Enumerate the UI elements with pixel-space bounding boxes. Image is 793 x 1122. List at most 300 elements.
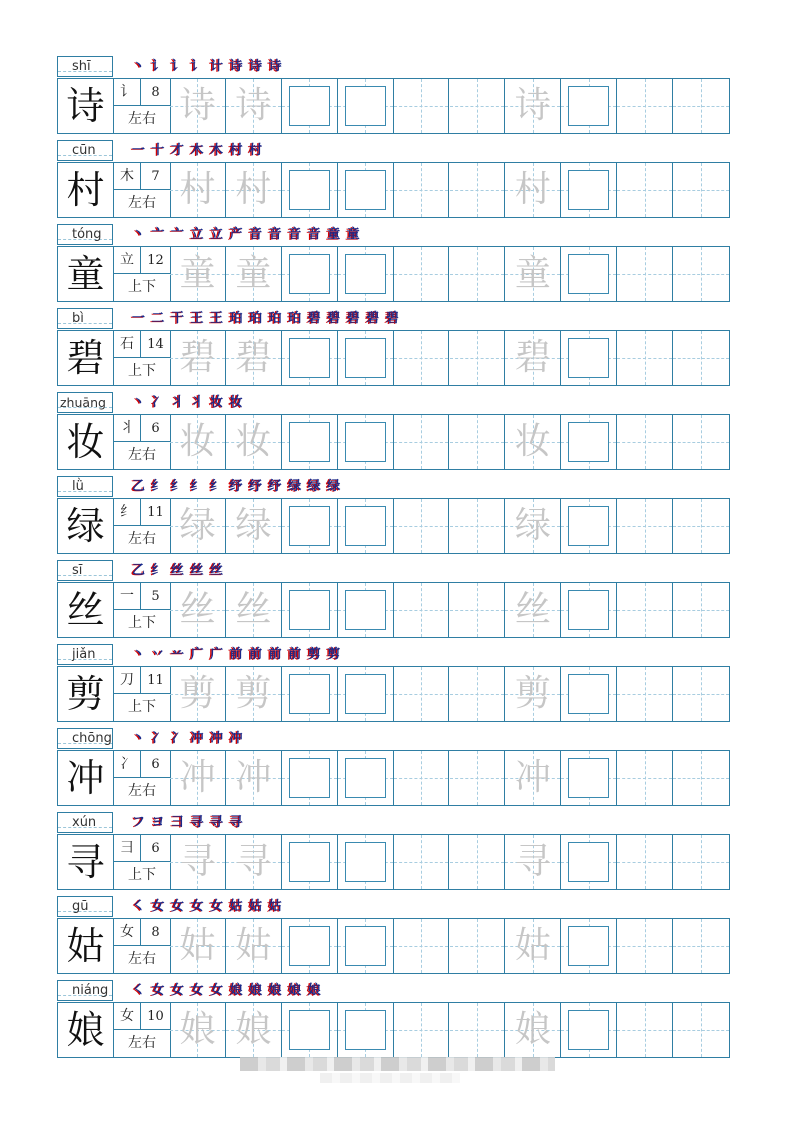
empty-cell[interactable] <box>617 415 673 469</box>
boxed-cell[interactable] <box>282 667 338 721</box>
trace-cell[interactable] <box>505 1003 561 1057</box>
empty-cell[interactable] <box>673 919 729 973</box>
character-entry <box>0 644 793 728</box>
inner-box <box>289 506 330 546</box>
empty-cell[interactable] <box>617 919 673 973</box>
guide-line-horizontal <box>450 1030 505 1031</box>
inner-box <box>345 590 386 630</box>
inner-box <box>345 86 386 126</box>
character-info <box>114 415 171 469</box>
empty-cell[interactable] <box>617 835 673 889</box>
boxed-cell[interactable] <box>338 919 394 973</box>
empty-cell[interactable] <box>394 79 450 133</box>
guide-line-horizontal <box>450 862 505 863</box>
stroke-count: 8 <box>141 79 170 106</box>
trace-cell[interactable] <box>226 667 282 721</box>
character-info <box>114 751 171 805</box>
guide-line-horizontal <box>673 694 729 695</box>
guide-line-horizontal <box>450 778 505 779</box>
trace-cell[interactable] <box>505 163 561 217</box>
boxed-cell[interactable] <box>282 247 338 301</box>
boxed-cell[interactable] <box>338 499 394 553</box>
empty-cell[interactable] <box>673 835 729 889</box>
structure-label: 左右 <box>128 195 156 211</box>
trace-character: 娘 <box>235 1009 272 1050</box>
trace-character: 妆 <box>235 421 272 462</box>
pinyin-text: sī <box>72 563 83 578</box>
character-info <box>114 583 171 637</box>
stroke-order: 丶 丷 䒑 广 广 前 前 前 前 剪 剪 <box>132 647 342 662</box>
character-entry <box>0 56 793 140</box>
empty-cell[interactable] <box>450 667 506 721</box>
stroke-count: 14 <box>141 331 170 358</box>
trace-cell[interactable] <box>226 415 282 469</box>
empty-cell[interactable] <box>673 79 729 133</box>
boxed-cell[interactable] <box>282 163 338 217</box>
empty-cell[interactable] <box>394 331 450 385</box>
character-info <box>114 331 171 385</box>
pinyin-box <box>57 392 113 413</box>
trace-cell[interactable] <box>170 835 226 889</box>
guide-line-horizontal <box>617 190 672 191</box>
trace-cell[interactable] <box>226 835 282 889</box>
stroke-order: 乙 纟 纟 纟 纟 纾 纾 纾 绿 绿 绿 <box>132 479 342 494</box>
model-character: 冲 <box>58 751 114 805</box>
structure-label: 上下 <box>128 279 156 295</box>
stroke-count: 6 <box>141 835 170 862</box>
pinyin-text: gū <box>72 899 89 914</box>
boxed-cell[interactable] <box>338 583 394 637</box>
inner-box <box>289 86 330 126</box>
empty-cell[interactable] <box>617 583 673 637</box>
stroke-count: 12 <box>141 247 170 274</box>
inner-box <box>289 590 330 630</box>
guide-line-horizontal <box>394 526 449 527</box>
boxed-cell[interactable] <box>338 415 394 469</box>
character-entry <box>0 392 793 476</box>
boxed-cell[interactable] <box>282 331 338 385</box>
pinyin-text: shī <box>72 59 91 74</box>
trace-cell[interactable] <box>226 331 282 385</box>
boxed-cell[interactable] <box>282 583 338 637</box>
guide-line-horizontal <box>394 106 449 107</box>
trace-cell[interactable] <box>505 835 561 889</box>
trace-character: 剪 <box>235 673 272 714</box>
empty-cell[interactable] <box>617 331 673 385</box>
structure-label: 上下 <box>128 867 156 883</box>
empty-cell[interactable] <box>394 163 450 217</box>
inner-box <box>568 590 609 630</box>
model-character: 诗 <box>58 79 114 133</box>
structure-label: 左右 <box>128 111 156 127</box>
empty-cell[interactable] <box>673 751 729 805</box>
guide-line-horizontal <box>617 610 672 611</box>
stroke-order: 一 十 才 木 木 村 村 <box>132 143 264 158</box>
trace-cell[interactable] <box>226 247 282 301</box>
model-character: 绿 <box>58 499 114 553</box>
character-entry <box>0 728 793 812</box>
boxed-cell[interactable] <box>282 499 338 553</box>
trace-cell[interactable] <box>505 331 561 385</box>
trace-cell[interactable] <box>170 163 226 217</box>
boxed-cell[interactable] <box>561 499 617 553</box>
guide-line-horizontal <box>450 190 505 191</box>
stroke-order: 丶 冫 丬 丬 妆 妆 <box>132 395 244 410</box>
model-character: 寻 <box>58 835 114 889</box>
trace-character: 碧 <box>235 337 272 378</box>
inner-box <box>568 842 609 882</box>
guide-line-horizontal <box>394 190 449 191</box>
trace-cell[interactable] <box>226 919 282 973</box>
empty-cell[interactable] <box>673 331 729 385</box>
trace-character: 剪 <box>179 673 216 714</box>
boxed-cell[interactable] <box>338 163 394 217</box>
empty-cell[interactable] <box>450 163 506 217</box>
practice-row <box>57 750 730 806</box>
empty-cell[interactable] <box>617 667 673 721</box>
pinyin-box <box>57 560 113 581</box>
trace-cell[interactable] <box>170 1003 226 1057</box>
guide-line-horizontal <box>673 442 729 443</box>
inner-box <box>568 86 609 126</box>
inner-box <box>568 758 609 798</box>
writing-grid <box>170 835 729 889</box>
empty-cell[interactable] <box>394 1003 450 1057</box>
writing-grid <box>170 163 729 217</box>
guide-line-horizontal <box>450 274 505 275</box>
guide-line-horizontal <box>450 526 505 527</box>
model-character: 剪 <box>58 667 114 721</box>
guide-line-horizontal <box>450 694 505 695</box>
boxed-cell[interactable] <box>338 247 394 301</box>
radical: 纟 <box>114 499 141 526</box>
structure-label: 上下 <box>128 699 156 715</box>
model-character: 丝 <box>58 583 114 637</box>
character-info <box>114 499 171 553</box>
guide-line-horizontal <box>394 442 449 443</box>
writing-grid <box>170 247 729 301</box>
trace-cell[interactable] <box>226 751 282 805</box>
stroke-order: 乙 纟 丝 丝 丝 <box>132 563 225 578</box>
empty-cell[interactable] <box>617 499 673 553</box>
empty-cell[interactable] <box>450 751 506 805</box>
boxed-cell[interactable] <box>561 751 617 805</box>
empty-cell[interactable] <box>394 415 450 469</box>
trace-cell[interactable] <box>170 919 226 973</box>
trace-cell[interactable] <box>226 499 282 553</box>
empty-cell[interactable] <box>617 163 673 217</box>
trace-character: 村 <box>179 169 216 210</box>
empty-cell[interactable] <box>450 331 506 385</box>
empty-cell[interactable] <box>394 583 450 637</box>
trace-character: 冲 <box>179 757 216 798</box>
radical: 刀 <box>114 667 141 694</box>
radical: 冫 <box>114 751 141 778</box>
model-character: 妆 <box>58 415 114 469</box>
pinyin-text: cūn <box>72 143 96 158</box>
boxed-cell[interactable] <box>282 415 338 469</box>
empty-cell[interactable] <box>617 247 673 301</box>
inner-box <box>345 674 386 714</box>
guide-line-horizontal <box>394 358 449 359</box>
practice-row <box>57 1002 730 1058</box>
trace-cell[interactable] <box>505 667 561 721</box>
character-entry <box>0 812 793 896</box>
empty-cell[interactable] <box>617 751 673 805</box>
empty-cell[interactable] <box>450 583 506 637</box>
pinyin-text: tóng <box>72 227 102 242</box>
empty-cell[interactable] <box>394 247 450 301</box>
guide-line-horizontal <box>673 274 729 275</box>
radical: 彐 <box>114 835 141 862</box>
empty-cell[interactable] <box>394 835 450 889</box>
inner-box <box>345 338 386 378</box>
trace-character: 丝 <box>179 589 216 630</box>
guide-line-horizontal <box>394 778 449 779</box>
inner-box <box>289 842 330 882</box>
watermark-bar <box>240 1057 555 1071</box>
trace-cell[interactable] <box>170 415 226 469</box>
boxed-cell[interactable] <box>561 583 617 637</box>
stroke-order: ㇛ 女 女 女 女 娘 娘 娘 娘 娘 <box>132 983 322 998</box>
boxed-cell[interactable] <box>561 163 617 217</box>
inner-box <box>345 926 386 966</box>
guide-line-horizontal <box>394 862 449 863</box>
guide-line-horizontal <box>617 778 672 779</box>
trace-cell[interactable] <box>170 667 226 721</box>
model-character: 姑 <box>58 919 114 973</box>
trace-character: 丝 <box>514 589 551 630</box>
pinyin-box <box>57 56 113 77</box>
practice-row <box>57 918 730 974</box>
inner-box <box>568 926 609 966</box>
trace-character: 丝 <box>235 589 272 630</box>
stroke-order: 丶 讠 讠 讠 计 诗 诗 诗 <box>132 59 283 74</box>
guide-line-horizontal <box>617 358 672 359</box>
guide-line-horizontal <box>394 694 449 695</box>
writing-grid <box>170 79 729 133</box>
trace-character: 童 <box>235 253 272 294</box>
stroke-order: 一 二 干 王 王 珀 珀 珀 珀 碧 碧 碧 碧 碧 <box>132 311 400 326</box>
guide-line-horizontal <box>617 106 672 107</box>
trace-cell[interactable] <box>226 163 282 217</box>
boxed-cell[interactable] <box>561 331 617 385</box>
empty-cell[interactable] <box>450 499 506 553</box>
boxed-cell[interactable] <box>561 415 617 469</box>
pinyin-text: zhuāng <box>60 395 106 410</box>
guide-line-horizontal <box>673 190 729 191</box>
empty-cell[interactable] <box>673 415 729 469</box>
writing-grid <box>170 415 729 469</box>
character-info <box>114 667 171 721</box>
character-info <box>114 79 171 133</box>
pinyin-box <box>57 980 113 1001</box>
empty-cell[interactable] <box>450 1003 506 1057</box>
empty-cell[interactable] <box>673 1003 729 1057</box>
trace-cell[interactable] <box>170 79 226 133</box>
trace-cell[interactable] <box>505 79 561 133</box>
practice-row <box>57 666 730 722</box>
trace-character: 剪 <box>514 673 551 714</box>
empty-cell[interactable] <box>394 499 450 553</box>
empty-cell[interactable] <box>673 583 729 637</box>
boxed-cell[interactable] <box>561 79 617 133</box>
character-info <box>114 919 171 973</box>
pinyin-box <box>57 644 113 665</box>
stroke-count: 8 <box>141 919 170 946</box>
boxed-cell[interactable] <box>561 667 617 721</box>
guide-line-horizontal <box>673 946 729 947</box>
trace-character: 姑 <box>235 925 272 966</box>
guide-line-horizontal <box>617 442 672 443</box>
trace-cell[interactable] <box>505 751 561 805</box>
trace-character: 诗 <box>179 85 216 126</box>
guide-line-horizontal <box>450 946 505 947</box>
trace-cell[interactable] <box>170 331 226 385</box>
pinyin-box <box>57 140 113 161</box>
trace-cell[interactable] <box>170 247 226 301</box>
guide-line-horizontal <box>617 274 672 275</box>
boxed-cell[interactable] <box>338 667 394 721</box>
boxed-cell[interactable] <box>561 919 617 973</box>
empty-cell[interactable] <box>450 835 506 889</box>
empty-cell[interactable] <box>394 919 450 973</box>
empty-cell[interactable] <box>394 667 450 721</box>
trace-character: 童 <box>179 253 216 294</box>
boxed-cell[interactable] <box>338 331 394 385</box>
structure-label: 左右 <box>128 951 156 967</box>
inner-box <box>289 422 330 462</box>
writing-grid <box>170 331 729 385</box>
writing-grid <box>170 751 729 805</box>
stroke-order: 丶 亠 亠 立 立 产 音 音 音 音 童 童 <box>132 227 361 242</box>
trace-character: 寻 <box>179 841 216 882</box>
boxed-cell[interactable] <box>561 1003 617 1057</box>
empty-cell[interactable] <box>450 79 506 133</box>
character-info <box>114 163 171 217</box>
pinyin-text: jiǎn <box>72 647 96 662</box>
practice-row <box>57 330 730 386</box>
trace-cell[interactable] <box>505 919 561 973</box>
trace-cell[interactable] <box>505 499 561 553</box>
trace-character: 碧 <box>179 337 216 378</box>
trace-cell[interactable] <box>170 499 226 553</box>
model-character: 碧 <box>58 331 114 385</box>
empty-cell[interactable] <box>450 415 506 469</box>
empty-cell[interactable] <box>450 247 506 301</box>
boxed-cell[interactable] <box>338 835 394 889</box>
radical: 一 <box>114 583 141 610</box>
boxed-cell[interactable] <box>282 1003 338 1057</box>
trace-character: 村 <box>514 169 551 210</box>
empty-cell[interactable] <box>617 1003 673 1057</box>
inner-box <box>568 1010 609 1050</box>
pinyin-box <box>57 476 113 497</box>
structure-label: 左右 <box>128 783 156 799</box>
stroke-count: 6 <box>141 751 170 778</box>
guide-line-horizontal <box>394 946 449 947</box>
trace-character: 寻 <box>235 841 272 882</box>
guide-line-horizontal <box>394 610 449 611</box>
practice-row <box>57 834 730 890</box>
trace-cell[interactable] <box>226 79 282 133</box>
pinyin-box <box>57 224 113 245</box>
guide-line-horizontal <box>673 1030 729 1031</box>
empty-cell[interactable] <box>450 919 506 973</box>
guide-line-horizontal <box>673 610 729 611</box>
boxed-cell[interactable] <box>338 751 394 805</box>
empty-cell[interactable] <box>673 499 729 553</box>
boxed-cell[interactable] <box>282 79 338 133</box>
inner-box <box>568 254 609 294</box>
boxed-cell[interactable] <box>282 919 338 973</box>
inner-box <box>345 506 386 546</box>
structure-label: 上下 <box>128 615 156 631</box>
trace-cell[interactable] <box>226 1003 282 1057</box>
trace-cell[interactable] <box>226 583 282 637</box>
guide-line-horizontal <box>673 358 729 359</box>
inner-box <box>345 842 386 882</box>
writing-grid <box>170 499 729 553</box>
practice-row <box>57 78 730 134</box>
inner-box <box>345 254 386 294</box>
character-entry <box>0 308 793 392</box>
trace-character: 姑 <box>179 925 216 966</box>
inner-box <box>289 758 330 798</box>
empty-cell[interactable] <box>673 667 729 721</box>
boxed-cell[interactable] <box>338 1003 394 1057</box>
boxed-cell[interactable] <box>282 835 338 889</box>
inner-box <box>345 1010 386 1050</box>
empty-cell[interactable] <box>617 79 673 133</box>
trace-character: 村 <box>235 169 272 210</box>
stroke-order: フ ヨ 彐 寻 寻 寻 <box>132 815 244 830</box>
inner-box <box>568 170 609 210</box>
structure-label: 左右 <box>128 1035 156 1051</box>
inner-box <box>289 926 330 966</box>
trace-character: 姑 <box>514 925 551 966</box>
pinyin-text: niáng <box>72 983 109 998</box>
boxed-cell[interactable] <box>561 247 617 301</box>
trace-cell[interactable] <box>170 751 226 805</box>
boxed-cell[interactable] <box>561 835 617 889</box>
character-entry <box>0 980 793 1064</box>
trace-character: 绿 <box>179 505 216 546</box>
empty-cell[interactable] <box>394 751 450 805</box>
trace-cell[interactable] <box>505 583 561 637</box>
guide-line-horizontal <box>673 862 729 863</box>
writing-grid <box>170 919 729 973</box>
trace-cell[interactable] <box>170 583 226 637</box>
structure-label: 左右 <box>128 447 156 463</box>
pinyin-box <box>57 308 113 329</box>
guide-line-horizontal <box>617 694 672 695</box>
structure-label: 上下 <box>128 363 156 379</box>
model-character: 童 <box>58 247 114 301</box>
empty-cell[interactable] <box>673 247 729 301</box>
boxed-cell[interactable] <box>282 751 338 805</box>
inner-box <box>289 674 330 714</box>
guide-line-horizontal <box>450 610 505 611</box>
boxed-cell[interactable] <box>338 79 394 133</box>
stroke-count: 10 <box>141 1003 170 1030</box>
empty-cell[interactable] <box>673 163 729 217</box>
trace-cell[interactable] <box>505 247 561 301</box>
trace-cell[interactable] <box>505 415 561 469</box>
guide-line-horizontal <box>394 274 449 275</box>
guide-line-horizontal <box>617 862 672 863</box>
stroke-order: 丶 冫 冫 冲 冲 冲 <box>132 731 244 746</box>
